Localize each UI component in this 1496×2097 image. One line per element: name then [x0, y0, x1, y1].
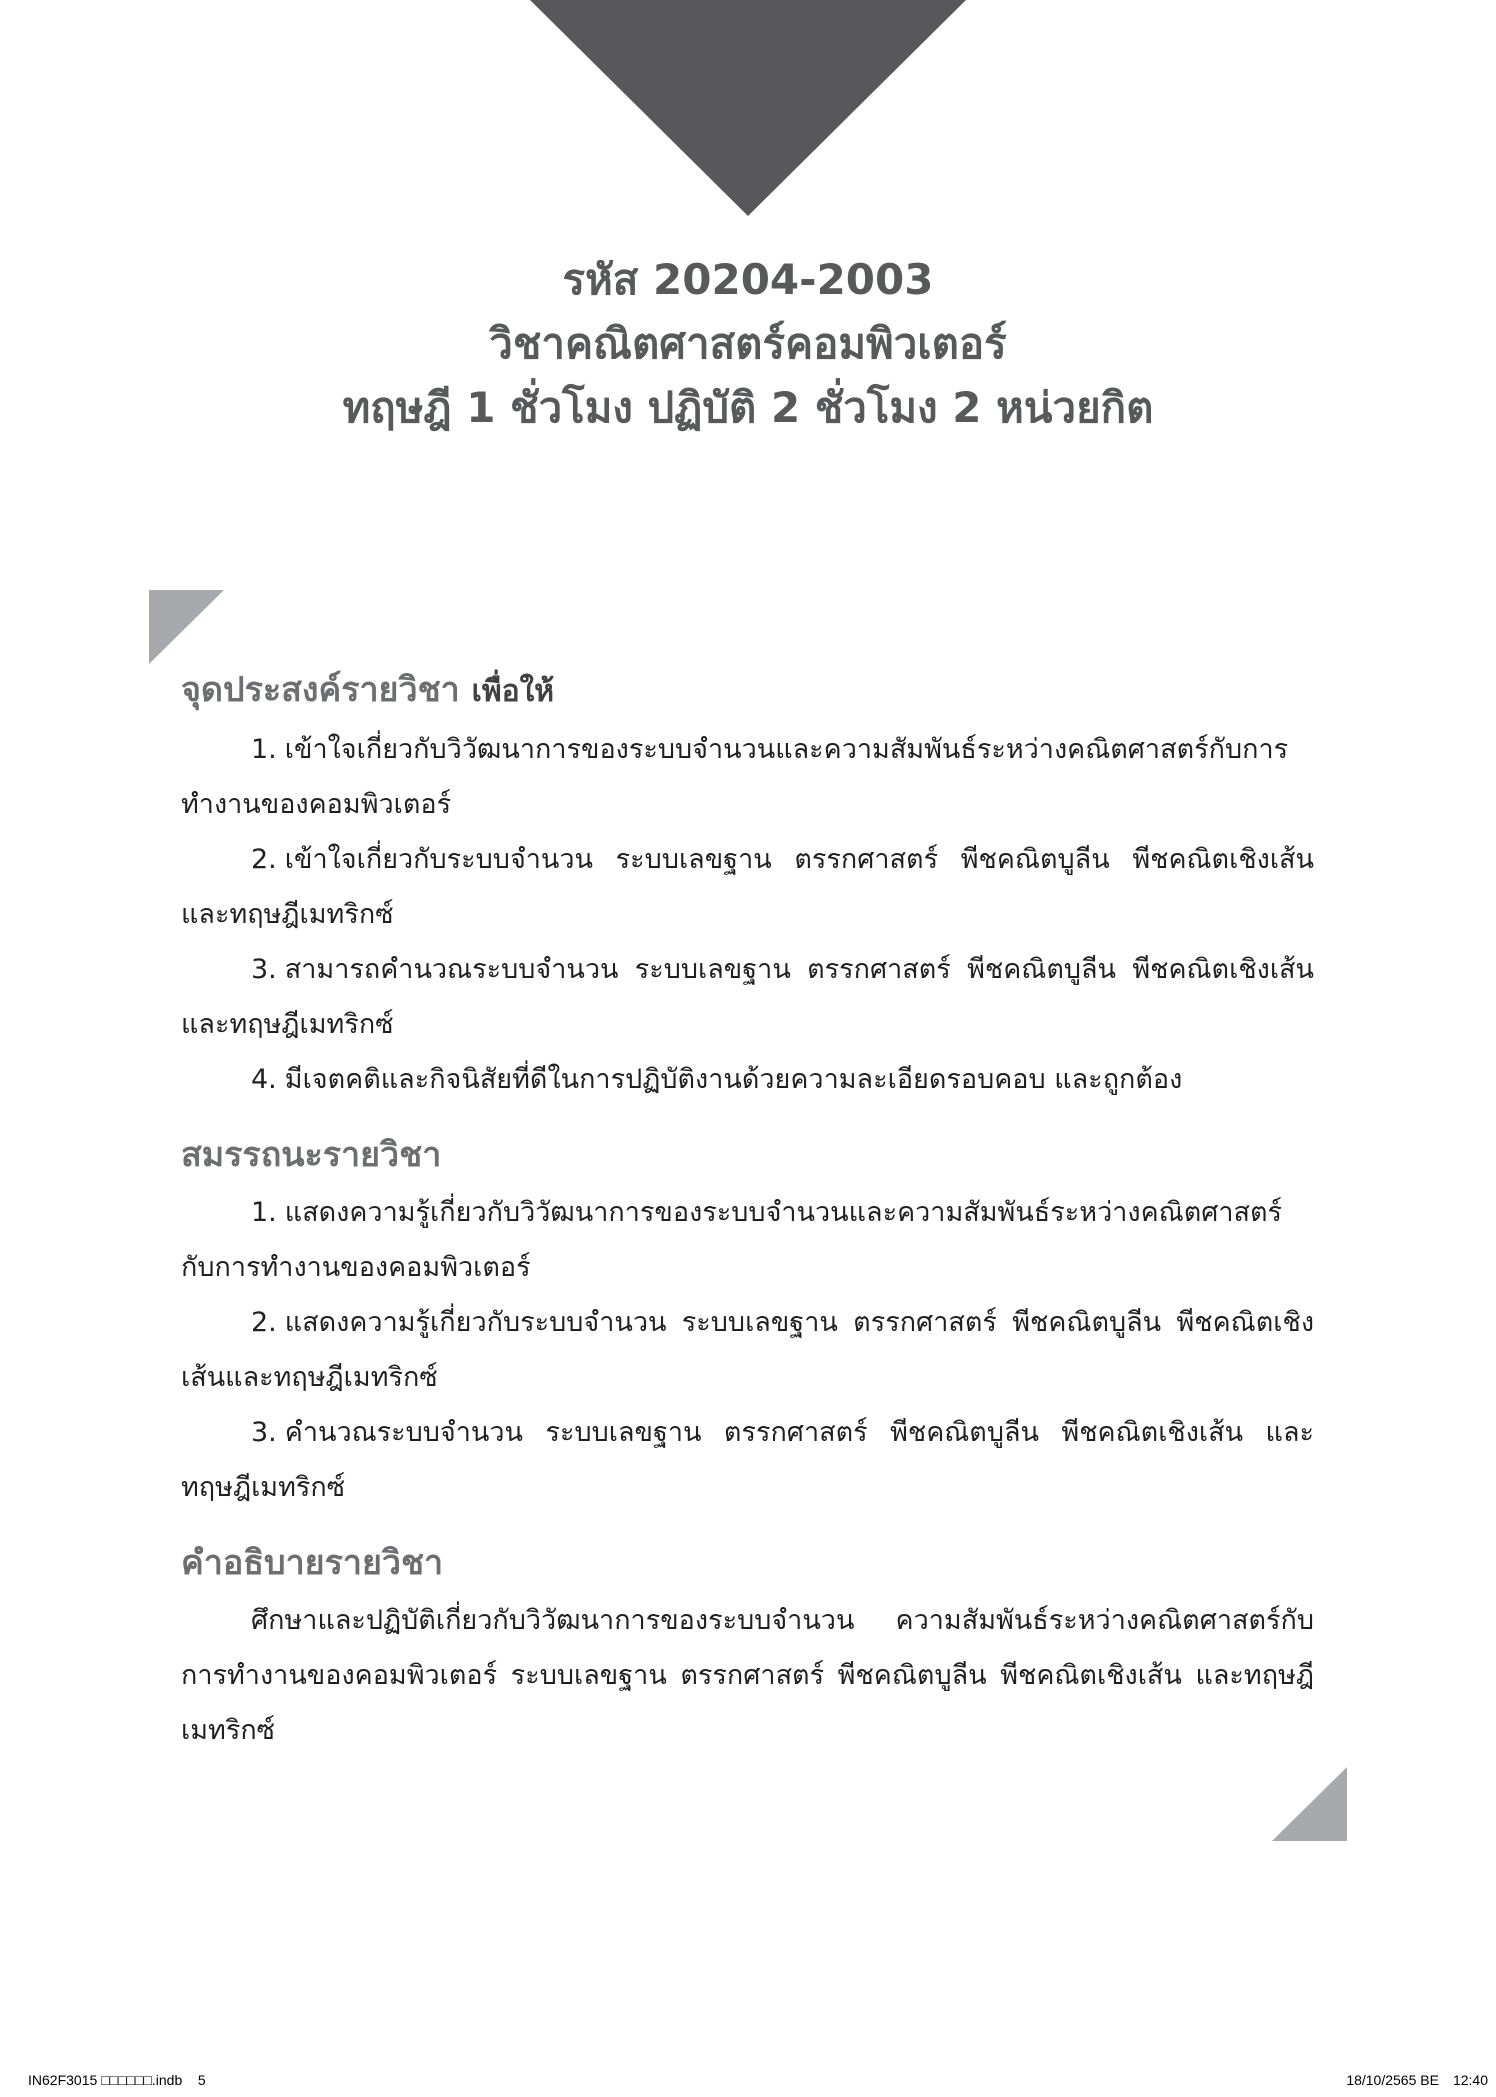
objective-item	[181, 942, 1314, 1052]
objective-item	[181, 1052, 1314, 1107]
top-decorative-triangle	[0, 0, 1496, 220]
objective-item	[181, 722, 1314, 832]
footer-time: 12:40	[1452, 2072, 1488, 2088]
objective-text: เข้าใจเกี่ยวกับระบบจำนวน ระบบเลขฐาน ตรรกศาสตร์ พีชคณิตบูลีน พีชคณิตเชิงเส้น และทฤษฎีเมทริกซ์	[181, 844, 1314, 930]
course-code: รหัส 20204-2003	[562, 255, 934, 304]
footer-file-name: IN62F3015 □□□□□□.indb	[28, 2072, 183, 2088]
course-hours: ทฤษฎี 1 ชั่วโมง ปฏิบัติ 2 ชั่วโมง 2 หน่วยกิต	[342, 383, 1154, 432]
competency-text: คำนวณระบบจำนวน ระบบเลขฐาน ตรรกศาสตร์ พีชคณิตบูลีน พีชคณิตเชิงเส้น และทฤษฎีเมทริกซ์	[181, 1417, 1314, 1503]
description-heading: คำอธิบายรายวิชา	[181, 1543, 444, 1583]
competency-number: 1.	[251, 1197, 277, 1228]
objective-text: มีเจตคติและกิจนิสัยที่ดีในการปฏิบัติงานด้วยความละเอียดรอบคอบ และถูกต้อง	[284, 1064, 1183, 1095]
competency-number: 2.	[251, 1307, 277, 1338]
objective-text: เข้าใจเกี่ยวกับวิวัฒนาการของระบบจำนวนและความสัมพันธ์ระหว่างคณิตศาสตร์กับการทำงานของคอมพิวเตอร์	[181, 734, 1289, 820]
print-footer-file	[28, 2072, 206, 2088]
footer-date: 18/10/2565 BE	[1346, 2072, 1439, 2088]
competency-item	[181, 1295, 1314, 1405]
objectives-heading-suffix: เพื่อให้	[471, 674, 555, 709]
print-footer-timestamp	[1346, 2072, 1488, 2088]
objective-text: สามารถคำนวณระบบจำนวน ระบบเลขฐาน ตรรกศาสตร์ พีชคณิตบูลีน พีชคณิตเชิงเส้นและทฤษฎีเมทริกซ์	[181, 954, 1314, 1040]
objectives-list	[181, 722, 1314, 1107]
objective-number: 1.	[251, 734, 277, 765]
competency-text: แสดงความรู้เกี่ยวกับระบบจำนวน ระบบเลขฐาน ตรรกศาสตร์ พีชคณิตบูลีน พีชคณิตเชิงเส้นและทฤษฎีเมทริกซ์	[181, 1307, 1314, 1393]
corner-triangle-top-left	[149, 590, 224, 664]
objective-number: 4.	[251, 1064, 277, 1095]
competencies-list	[181, 1185, 1314, 1515]
course-header	[0, 248, 1496, 440]
description-text: ศึกษาและปฏิบัติเกี่ยวกับวิวัฒนาการของระบบจำนวน ความสัมพันธ์ระหว่างคณิตศาสตร์กับการทำงานของคอมพิวเตอร์ ระบบเลขฐาน ตรรกศาสตร์ พีชคณิตบูลีน พีชคณิตเชิงเส้น และทฤษฎีเมทริกซ์	[181, 1605, 1314, 1746]
competencies-heading: สมรรถนะรายวิชา	[181, 1135, 442, 1175]
objective-number: 3.	[251, 954, 277, 985]
objective-item	[181, 832, 1314, 942]
competency-item	[181, 1185, 1314, 1295]
competency-text: แสดงความรู้เกี่ยวกับวิวัฒนาการของระบบจำนวนและความสัมพันธ์ระหว่างคณิตศาสตร์กับการทำงานของคอมพิวเตอร์	[181, 1197, 1283, 1283]
footer-page-number: 5	[197, 2072, 206, 2088]
objectives-heading	[181, 660, 1314, 722]
competency-item	[181, 1405, 1314, 1515]
objective-number: 2.	[251, 844, 277, 875]
objectives-heading-title: จุดประสงค์รายวิชา	[181, 670, 460, 710]
competency-number: 3.	[251, 1417, 277, 1448]
corner-triangle-bottom-right	[1272, 1767, 1347, 1841]
course-content	[181, 660, 1314, 1758]
course-name: วิชาคณิตศาสตร์คอมพิวเตอร์	[489, 319, 1007, 368]
